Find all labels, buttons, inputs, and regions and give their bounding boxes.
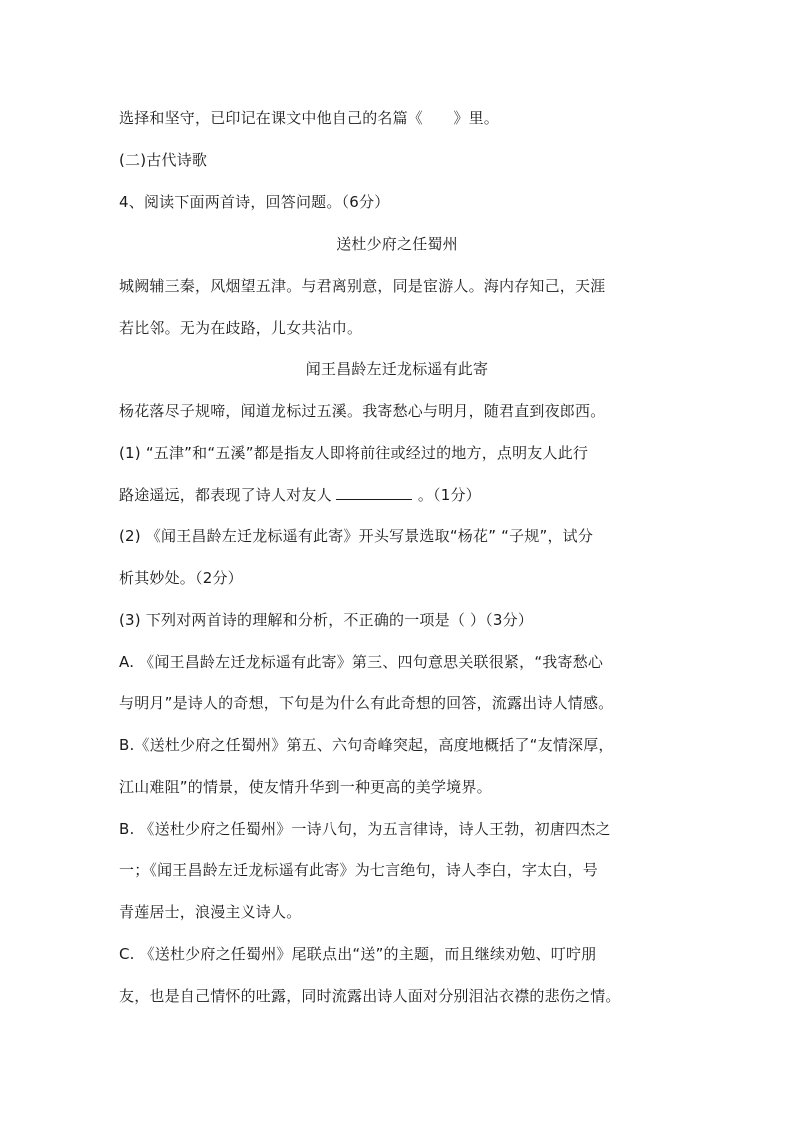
option-b-second: B. 《送杜少府之任蜀州》一诗八句，为五言律诗，诗人王勃，初唐四杰之 [119,820,611,838]
option-b-second-cont: 一；《闻王昌龄左迁龙标遥有此寄》为七言绝句，诗人李白，字太白，号 [119,861,598,879]
answer-blank [336,485,412,500]
option-c: C. 《送杜少府之任蜀州》尾联点出“送”的主题，而且继续劝勉、叮咛朋 [119,945,597,963]
poem-title-1: 送杜少府之任蜀州 [336,235,458,253]
sub-question-2-cont: 析其妙处。（2分） [119,569,243,587]
option-b-first: B.《送杜少府之任蜀州》第五、六句奇峰突起，高度地概括了“友情深厚， [119,736,614,754]
poem-title-2: 闻王昌龄左迁龙标遥有此寄 [305,360,489,378]
text-line: 选择和坚守，已印记在课文中他自己的名篇《 》里。 [119,109,500,127]
sub-question-1: (1) “五津”和“五溪”都是指友人即将前往或经过的地方，点明友人此行 [119,444,589,462]
option-b-second-cont: 青莲居士，浪漫主义诗人。 [119,903,302,921]
poem-line: 若比邻。无为在歧路，儿女共沾巾。 [119,319,363,337]
sub-question-1-cont [119,485,679,505]
option-a-cont: 与明月”是诗人的奇想，下句是为什么有此奇想的回答，流露出诗人情感。 [119,694,614,712]
option-c-cont: 友，也是自己情怀的吐露，同时流露出诗人面对分别泪沾衣襟的悲伤之情。 [119,987,621,1005]
sub-question-1-score: 。（1分） [417,486,481,504]
sub-question-3: (3) 下列对两首诗的理解和分析，不正确的一项是（ ）（3分） [119,611,534,629]
option-b-first-cont: 江山难阻”的情景，使友情升华到一种更高的美学境界。 [119,778,492,796]
sub-question-2: (2) 《闻王昌龄左迁龙标遥有此寄》开头写景选取“杨花” “子规”，试分 [119,527,594,545]
poem-line: 城阙辅三秦，风烟望五津。与君离别意，同是宦游人。海内存知己，天涯 [119,277,606,295]
section-heading: (二)古代诗歌 [119,151,208,169]
poem-line: 杨花落尽子规啼，闻道龙标过五溪。我寄愁心与明月，随君直到夜郎西。 [119,402,606,420]
option-a: A. 《闻王昌龄左迁龙标遥有此寄》第三、四句意思关联很紧，“我寄愁心 [119,653,604,671]
sub-question-1-text: 路途遥远，都表现了诗人对友人 [119,486,332,504]
question-heading: 4、阅读下面两首诗，回答问题。（6分） [119,193,390,211]
